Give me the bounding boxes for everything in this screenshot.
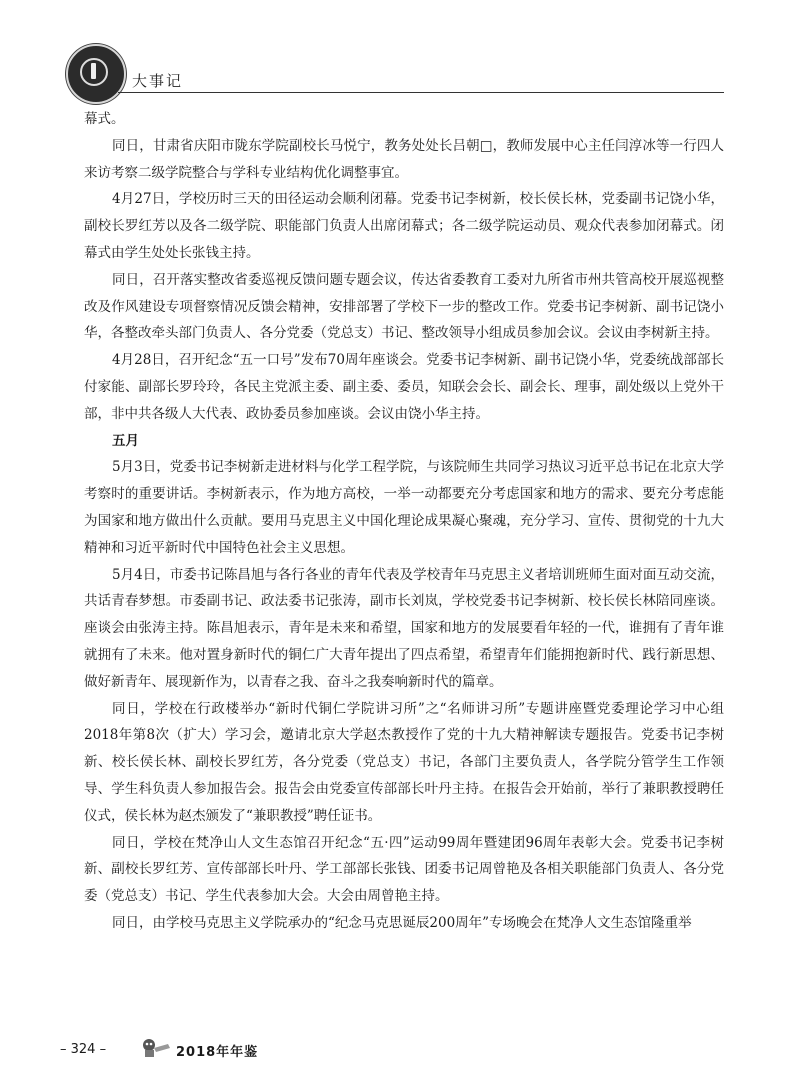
paragraph: 4月27日，学校历时三天的田径运动会顺利闭幕。党委书记李树新，校长侯长林，党委副书记饶小华，副校长罗红芳以及各二级学院、职能部门负责人出席闭幕式；各二级学院运动员、观众代表参加闭幕式。闭幕式由学生处处长张钱主持。 bbox=[84, 191, 724, 261]
page-number: – 324 – bbox=[60, 1042, 107, 1057]
yearbook-title: 2018年年鉴 bbox=[176, 1045, 259, 1060]
paragraph: 幕式。 bbox=[84, 111, 125, 127]
mascot-icon bbox=[138, 1036, 172, 1058]
paragraph: 同日，由学校马克思主义学院承办的“纪念马克思诞辰200周年”专场晚会在梵净人文生态馆隆重举 bbox=[112, 914, 692, 931]
paragraph: 4月28日，召开纪念“五一口号”发布70周年座谈会。党委书记李树新、副书记饶小华，党委统战部部长付家能、副部长罗玲玲，各民主党派主委、副主委、委员，知联会会长、副会长、理事，副处级以上党外干部，非中共各级人大代表、政协委员参加座谈。会议由饶小华主持。 bbox=[84, 352, 724, 422]
paragraph: 同日，召开落实整改省委巡视反馈问题专题会议，传达省委教育工委对九所省市州共管高校开展巡视整改及作风建设专项督察情况反馈会精神，安排部署了学校下一步的整改工作。党委书记李树新、副书记饶小华，各整改牵头部门负责人、各分党委（党总支）书记、整改领导小组成员参加会议。会议由李树新主持。 bbox=[84, 271, 724, 342]
section-title: 大事记 bbox=[132, 72, 184, 90]
page-header bbox=[0, 0, 793, 100]
paragraph: 同日，学校在梵净山人文生态馆召开纪念“五·四”运动99周年暨建团96周年表彰大会。党委书记李树新、副校长罗红芳、宣传部部长叶丹、学工部部长张钱、团委书记周曾艳及各相关职能部门负责人、各分党委（党总支）书记、学生代表参加大会。大会由周曾艳主持。 bbox=[84, 834, 724, 905]
paragraph: 同日，学校在行政楼举办“新时代铜仁学院讲习所”之“名师讲习所”专题讲座暨党委理论学习中心组2018年第8次（扩大）学习会，邀请北京大学赵杰教授作了党的十九大精神解读专题报告。党委书记李树新、校长侯长林、副校长罗红芳，各分党委（党总支）书记，各部门主要负责人，各学院分管学生工作领导、学生科负责人参加报告会。报告会由党委宣传部部长叶丹主持。在报告会开始前，举行了兼职教授聘任仪式，侯长林为赵杰颁发了“兼职教授”聘任证书。 bbox=[84, 700, 724, 824]
header-divider bbox=[118, 92, 724, 93]
month-heading: 五月 bbox=[112, 432, 139, 449]
page-content bbox=[84, 106, 724, 937]
page-footer bbox=[60, 1038, 740, 1062]
paragraph: 同日，甘肃省庆阳市陇东学院副校长马悦宁，教务处处长吕朝□，教师发展中心主任闫淳冰等一行四人来访考察二级学院整合与学科专业结构优化调整事宜。 bbox=[84, 137, 724, 181]
paragraph: 5月4日，市委书记陈昌旭与各行各业的青年代表及学校青年马克思主义者培训班师生面对面互动交流，共话青春梦想。市委副书记、政法委书记张涛，副市长刘岚，学校党委书记李树新、校长侯长林陪同座谈。座谈会由张涛主持。陈昌旭表示，青年是未来和希望，国家和地方的发展要看年轻的一代，谁拥有了青年谁就拥有了未来。他对置身新时代的铜仁广大青年提出了四点希望，希望青年们能拥抱新时代、践行新思想、做好新青年、展现新作为，以青春之我、奋斗之我奏响新时代的篇章。 bbox=[84, 566, 724, 690]
university-logo-icon bbox=[66, 44, 126, 104]
paragraph: 5月3日，党委书记李树新走进材料与化学工程学院，与该院师生共同学习热议习近平总书记在北京大学考察时的重要讲话。李树新表示，作为地方高校，一举一动都要充分考虑国家和地方的需求、要充分考虑能为国家和地方做出什么贡献。要用马克思主义中国化理论成果凝心聚魂，充分学习、宣传、贯彻党的十九大精神和习近平新时代中国特色社会主义思想。 bbox=[84, 459, 724, 556]
